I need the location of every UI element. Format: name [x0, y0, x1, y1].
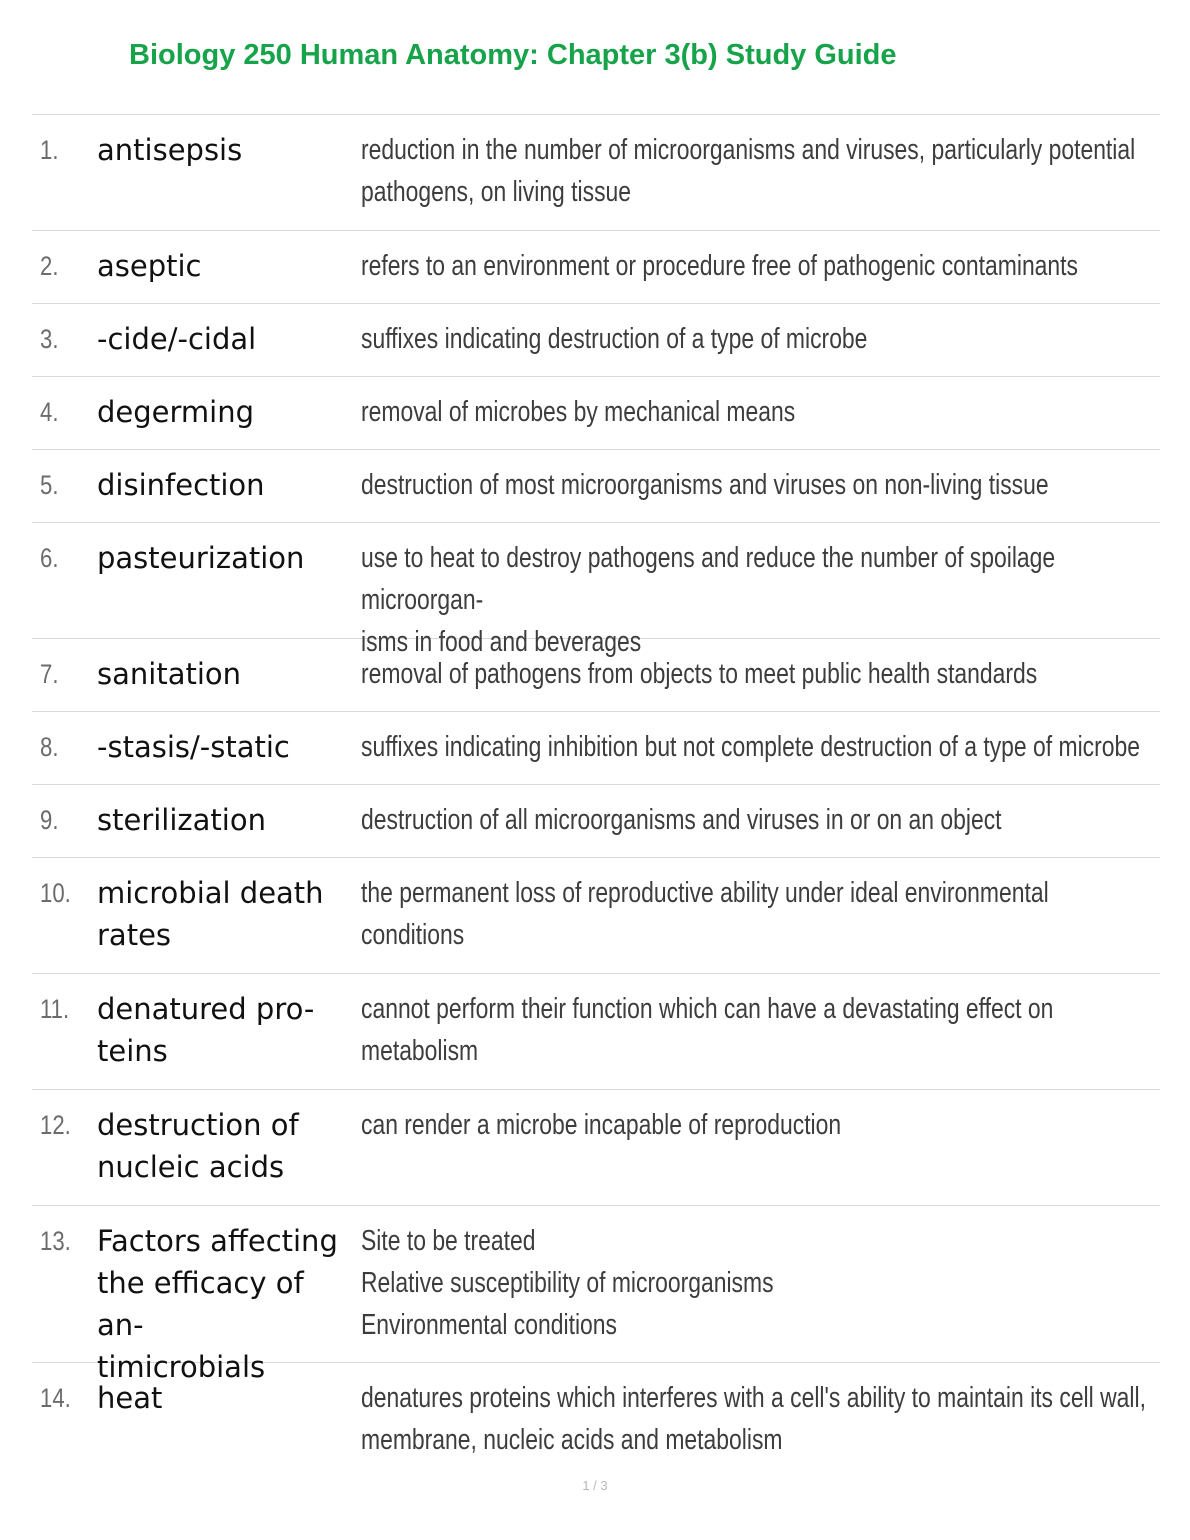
term-definition: denatures proteins which interferes with a cell's ability to maintain its cell wall, membrane, nucleic acids and metabolism [361, 1382, 1146, 1456]
term-definition: cannot perform their function which can have a devastating effect on metabolism [361, 993, 1054, 1067]
term-name: -stasis/-static [97, 730, 290, 764]
term-row [32, 639, 1160, 712]
term-number: 9. [40, 805, 59, 835]
term-name: heat [97, 1381, 163, 1415]
term-definition: use to heat to destroy pathogens and reduce the number of spoilage microorgan- isms in food and beverages [361, 542, 1056, 658]
term-name: sterilization [97, 803, 266, 837]
term-row [32, 712, 1160, 785]
term-number: 12. [40, 1110, 71, 1140]
term-row [32, 1206, 1160, 1384]
term-definition: suffixes indicating inhibition but not complete destruction of a type of microbe [361, 731, 1140, 763]
term-number: 1. [40, 135, 59, 165]
term-row [32, 785, 1160, 858]
term-definition: can render a microbe incapable of reproduction [361, 1109, 842, 1141]
term-name: antisepsis [97, 133, 243, 167]
term-name: Factors affecting the efficacy of an- timicrobials [97, 1224, 338, 1384]
term-name: microbial death rates [97, 876, 324, 952]
term-number: 10. [40, 878, 71, 908]
term-number: 7. [40, 659, 59, 689]
term-number: 4. [40, 397, 59, 427]
term-definition: suffixes indicating destruction of a type of microbe [361, 323, 868, 355]
term-definition: the permanent loss of reproductive ability under ideal environmental conditions [361, 877, 1049, 951]
term-definition: removal of microbes by mechanical means [361, 396, 796, 428]
term-definition: refers to an environment or procedure free of pathogenic contaminants [361, 250, 1078, 282]
term-name: denatured pro- teins [97, 992, 315, 1068]
term-row [32, 1363, 1160, 1468]
term-row [32, 974, 1160, 1090]
term-definition: destruction of most microorganisms and viruses on non-living tissue [361, 469, 1049, 501]
term-number: 14. [40, 1383, 71, 1413]
term-name: sanitation [97, 657, 242, 691]
term-name: destruction of nucleic acids [97, 1108, 299, 1184]
term-name: disinfection [97, 468, 265, 502]
term-name: aseptic [97, 249, 202, 283]
term-number: 6. [40, 543, 59, 573]
term-definition: Site to be treated Relative susceptibility of microorganisms Environmental conditions [361, 1225, 774, 1341]
term-name: pasteurization [97, 541, 305, 575]
term-number: 2. [40, 251, 59, 281]
term-row [32, 1090, 1160, 1206]
term-definition: reduction in the number of microorganisms and viruses, particularly potential pathogens, on living tissue [361, 134, 1136, 208]
term-row [32, 115, 1160, 231]
term-number: 8. [40, 732, 59, 762]
term-number: 5. [40, 470, 59, 500]
term-name: -cide/-cidal [97, 322, 257, 356]
term-row [32, 450, 1160, 523]
term-definition: removal of pathogens from objects to meet public health standards [361, 658, 1038, 690]
page-title: Biology 250 Human Anatomy: Chapter 3(b) Study Guide [129, 39, 897, 71]
term-row [32, 304, 1160, 377]
term-name: degerming [97, 395, 255, 429]
term-row [32, 858, 1160, 974]
term-row [32, 523, 1160, 658]
term-definition: destruction of all microorganisms and viruses in or on an object [361, 804, 1002, 836]
term-row [32, 377, 1160, 450]
page-number: 1 / 3 [582, 1478, 608, 1493]
term-number: 13. [40, 1226, 71, 1256]
term-number: 11. [40, 994, 70, 1024]
terms-list [32, 114, 1160, 1468]
term-row [32, 231, 1160, 304]
term-number: 3. [40, 324, 59, 354]
